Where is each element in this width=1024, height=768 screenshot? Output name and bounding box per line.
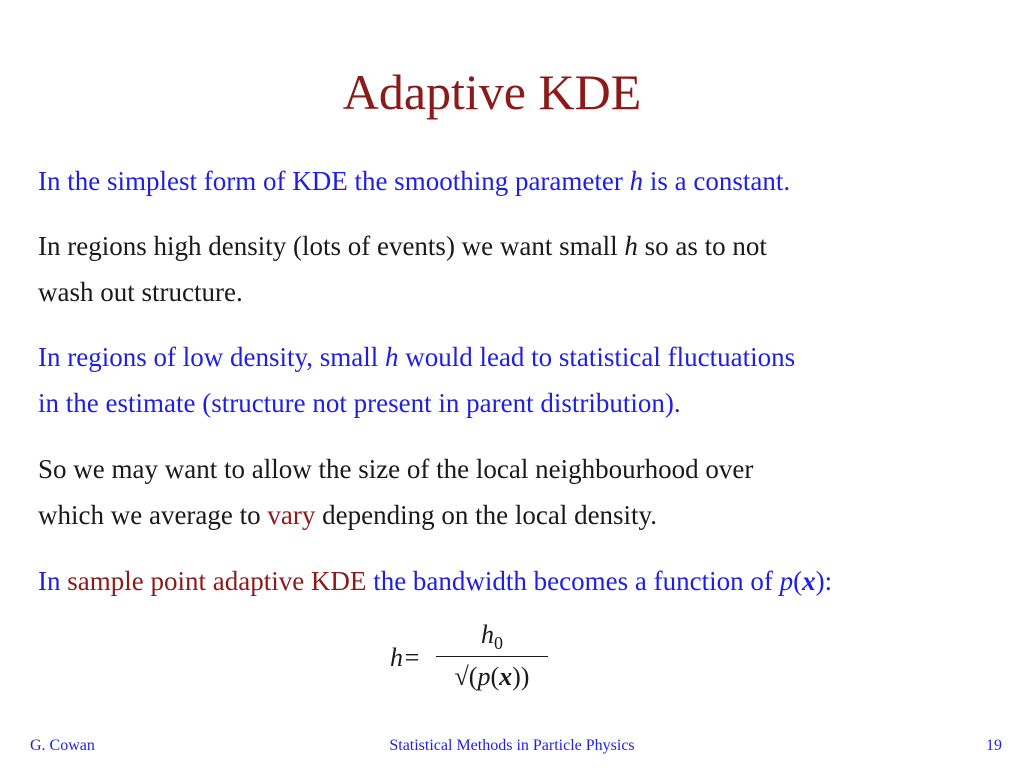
- paragraph-low-density: [38, 334, 1008, 426]
- footer-author: G. Cowan: [30, 737, 95, 754]
- formula-den-p: p: [477, 662, 491, 691]
- p2-text-c: wash out structure.: [38, 277, 243, 307]
- formula-numerator: [436, 618, 548, 652]
- p2-text-a: In regions high density (lots of events) we want small: [38, 231, 625, 261]
- p5-red-phrase: sample point adaptive KDE: [67, 566, 367, 596]
- p1-h-symbol: h: [629, 166, 644, 196]
- p4-text-c: depending on the local density.: [315, 500, 658, 530]
- p5-p-symbol: p: [779, 566, 794, 596]
- formula-den-open: (: [468, 662, 478, 691]
- slide-title: Adaptive KDE: [342, 64, 642, 120]
- formula-fraction: [436, 618, 548, 695]
- p5-text-b: the bandwidth becomes a function of: [366, 566, 780, 596]
- formula-denominator: [436, 657, 548, 695]
- bandwidth-formula: [390, 618, 560, 698]
- p2-text-b: so as to not: [637, 231, 767, 261]
- p5-x-symbol: x: [802, 566, 816, 596]
- p4-text-b: which we average to: [38, 500, 268, 530]
- formula-sqrt: √: [454, 662, 469, 691]
- p2-h-symbol: h: [624, 231, 638, 261]
- p4-vary-word: vary: [267, 500, 316, 530]
- formula-num-sub: 0: [494, 633, 503, 654]
- formula-den-close: )): [512, 662, 530, 691]
- p1-text-b: is a constant.: [643, 166, 791, 196]
- formula-num-h: h: [481, 620, 494, 649]
- formula-den-x: x: [499, 662, 513, 691]
- formula-den-paren-open: (: [490, 662, 500, 691]
- formula-lhs-text: h=: [390, 643, 421, 672]
- p3-text-a: In regions of low density, small: [38, 342, 385, 372]
- p3-h-symbol: h: [384, 342, 399, 372]
- paragraph-sample-point-adaptive: [38, 558, 1008, 604]
- p4-text-a: So we may want to allow the size of the local neighbourhood over: [38, 454, 754, 484]
- paragraph-vary-neighbourhood: [38, 446, 1008, 538]
- p3-text-c: in the estimate (structure not present in parent distribution).: [38, 388, 681, 418]
- p3-text-b: would lead to statistical fluctuations: [398, 342, 796, 372]
- p5-text-a: In: [38, 566, 68, 596]
- paragraph-high-density: [38, 223, 1008, 315]
- p5-open: (: [793, 566, 803, 596]
- p5-close: ):: [815, 566, 833, 596]
- footer-page-number: 19: [986, 737, 1002, 754]
- p1-text-a: In the simplest form of KDE the smoothing parameter: [38, 166, 630, 196]
- formula-lhs: [390, 643, 421, 673]
- paragraph-constant-h: [38, 158, 1008, 204]
- footer-course: Statistical Methods in Particle Physics: [389, 737, 635, 754]
